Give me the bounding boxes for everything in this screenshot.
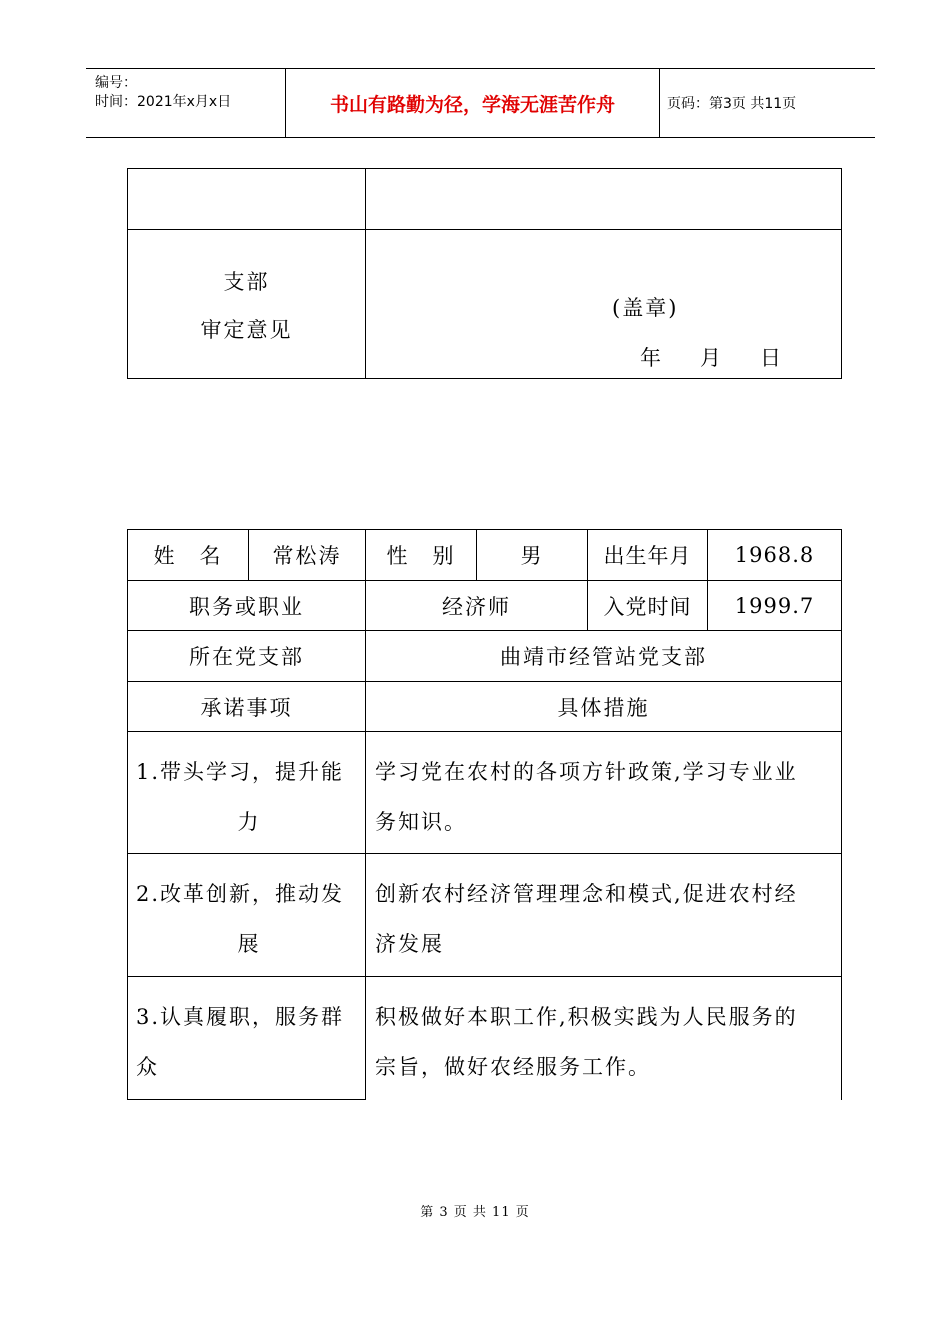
- birth-value: 1968.8: [734, 543, 815, 567]
- commit-header: 承诺事项: [200, 695, 293, 720]
- branch-value: 曲靖市经管站党支部: [500, 645, 707, 669]
- commitment-item-3-line2: 众: [136, 1055, 159, 1079]
- commitment-measure-1: [375, 747, 837, 847]
- commitment-measure-2: [375, 869, 837, 969]
- commitment-item-3-line1: 3.认真履职，服务群: [136, 1005, 345, 1029]
- commitment-item-3: [136, 992, 362, 1092]
- commitment-measure-2-line2: 济发展: [375, 932, 444, 956]
- commitment-measure-3-line1: 积极做好本职工作,积极实践为人民服务的: [375, 1005, 798, 1029]
- approval-label-line2: 审定意见: [200, 318, 293, 342]
- commitment-item-1-line1: 1.带头学习，提升能: [136, 760, 345, 784]
- commitment-measure-3: [375, 992, 837, 1092]
- join-label: 入党时间: [603, 594, 692, 619]
- header-meta: [86, 69, 286, 137]
- serial-label: 编号：: [95, 75, 137, 91]
- approval-label-line1: 支部: [223, 270, 270, 294]
- commitment-item-1: [136, 747, 362, 847]
- header-motto: 书山有路勤为径，学海无涯苦作舟: [286, 69, 660, 137]
- approval-label: [128, 258, 365, 354]
- measure-header: 具体措施: [557, 695, 650, 720]
- page-header: [86, 68, 875, 138]
- page-footer: 第 3 页 共 11 页: [420, 1205, 530, 1220]
- commitment-item-2: [136, 869, 362, 969]
- gender-value: 男: [520, 544, 544, 568]
- branch-label: 所在党支部: [189, 645, 304, 669]
- seal-text: (盖章): [612, 296, 679, 320]
- date-year: 年: [640, 346, 663, 370]
- commitment-item-2-line2: 展: [237, 932, 261, 956]
- join-value: 1999.7: [734, 593, 815, 618]
- time-label: 时间：2021年x月x日: [95, 94, 232, 110]
- name-value: 常松涛: [272, 544, 342, 568]
- commitment-item-2-line1: 2.改革创新，推动发: [136, 882, 345, 906]
- commitment-item-1-line2: 力: [237, 810, 261, 834]
- gender-label: 性 别: [386, 544, 456, 568]
- commitment-measure-1-line1: 学习党在农村的各项方针政策,学习专业业: [375, 760, 798, 784]
- commitment-measure-2-line1: 创新农村经济管理理念和模式,促进农村经: [375, 882, 798, 906]
- date-month: 月: [700, 346, 723, 370]
- job-value: 经济师: [442, 594, 511, 619]
- name-label: 姓 名: [153, 544, 223, 568]
- header-page-label: 页码：第3页 共11页: [667, 96, 797, 112]
- commitment-measure-3-line2: 宗旨，做好农经服务工作。: [375, 1055, 651, 1079]
- job-label: 职务或职业: [189, 594, 304, 619]
- birth-label: 出生年月: [603, 544, 692, 568]
- commitment-measure-1-line2: 务知识。: [375, 810, 467, 834]
- date-day: 日: [760, 346, 783, 370]
